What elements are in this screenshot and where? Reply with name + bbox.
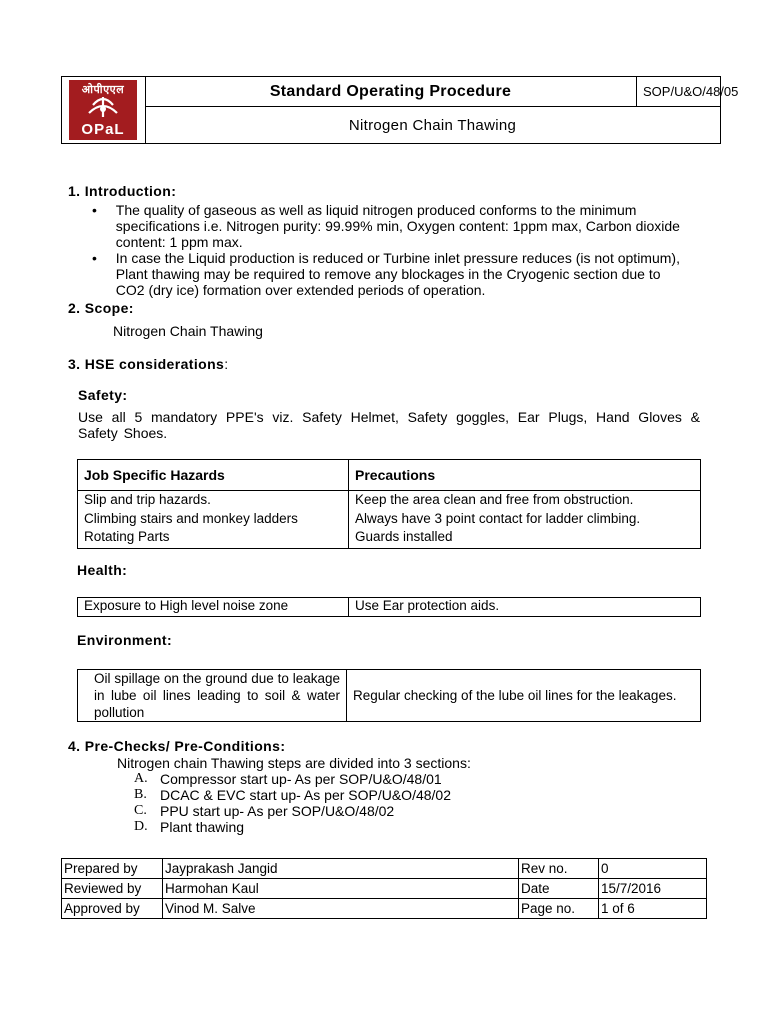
logo-emblem-icon (83, 95, 123, 121)
hse-heading-colon: : (224, 356, 229, 372)
precheck-letter: A. (134, 771, 148, 786)
opal-logo (69, 80, 137, 140)
prechecks-intro: Nitrogen chain Thawing steps are divided into 3 sections: (117, 755, 471, 771)
logo-cell (62, 77, 146, 143)
environment-hazard: Oil spillage on the ground due to leakage in lube oil lines leading to soil & water pollution (78, 670, 347, 722)
scope-text: Nitrogen Chain Thawing (113, 323, 263, 339)
precheck-letter: D. (134, 819, 148, 834)
hazard-item: Slip and trip hazards. (84, 492, 211, 507)
prechecks-heading: 4. Pre-Checks/ Pre-Conditions: (68, 738, 286, 754)
precheck-letter: C. (134, 803, 147, 818)
intro-heading: 1. Introduction: (68, 183, 177, 199)
precheck-text: Plant thawing (160, 819, 245, 835)
hazard-item: Climbing stairs and monkey ladders (84, 510, 298, 526)
intro-bullet-item (92, 202, 692, 250)
intro-bullet-text: In case the Liquid production is reduced or Turbine inlet pressure reduces (is not optimum), Plant thawing may be required to remove any blockages in the Cryogenic section due to CO2 (dry ice) formation over extended periods of operation. (115, 250, 680, 298)
precaution-item: Guards installed (355, 529, 453, 544)
approval-row (62, 859, 707, 879)
environment-row (78, 670, 701, 722)
hazard-table-row (78, 491, 701, 549)
health-hazard: Exposure to High level noise zone (78, 598, 349, 617)
precheck-text: DCAC & EVC start up- As per SOP/U&O/48/02 (160, 787, 451, 803)
approval-table (61, 858, 707, 919)
health-precaution: Use Ear protection aids. (349, 598, 701, 617)
document-code: SOP/U&O/48/05 (637, 77, 720, 107)
health-heading: Health: (77, 562, 128, 578)
precaution-item: Keep the area clean and free from obstruction. (355, 492, 634, 507)
document-subtitle: Nitrogen Chain Thawing (348, 116, 517, 134)
bullet-icon: • (92, 250, 97, 266)
intro-bullets (92, 202, 692, 298)
prechecks-list (134, 771, 451, 835)
precheck-item (134, 803, 451, 819)
hse-heading (68, 356, 229, 372)
meta-key: Page no. (519, 899, 599, 919)
hazard-list (78, 491, 349, 549)
precheck-text: PPU start up- As per SOP/U&O/48/02 (160, 803, 395, 819)
precheck-letter: B. (134, 787, 147, 802)
scope-heading: 2. Scope: (68, 300, 134, 316)
precheck-item (134, 771, 451, 787)
approval-row (62, 899, 707, 919)
precaution-item: Always have 3 point contact for ladder climbing. (355, 510, 641, 526)
environment-precaution: Regular checking of the lube oil lines for the leakages. (347, 670, 701, 722)
precheck-item (134, 819, 451, 835)
approval-row (62, 879, 707, 899)
approval-label: Prepared by (62, 859, 163, 879)
approval-label: Approved by (62, 899, 163, 919)
meta-value: 1 of 6 (599, 899, 707, 919)
meta-value: 0 (599, 859, 707, 879)
safety-heading: Safety: (78, 387, 128, 403)
safety-text: Use all 5 mandatory PPE's viz. Safety Helmet, Safety goggles, Ear Plugs, Hand Gloves & Safety Shoes. (78, 409, 700, 441)
environment-table (77, 669, 701, 722)
document-header (61, 76, 739, 144)
approval-name: Vinod M. Salve (163, 899, 519, 919)
meta-value: 15/7/2016 (599, 879, 707, 899)
intro-bullet-text: The quality of gaseous as well as liquid nitrogen produced conforms to the minimum specifications i.e. Nitrogen purity: 99.99% min, Oxygen content: 1ppm max, Carbon dioxide content: 1 ppm max. (115, 202, 680, 250)
hse-heading-text: 3. HSE considerations (68, 356, 225, 372)
precaution-column-header: Precautions (349, 460, 701, 491)
precaution-list (349, 491, 701, 549)
approval-name: Jayprakash Jangid (163, 859, 519, 879)
precheck-item (134, 787, 451, 803)
meta-key: Date (519, 879, 599, 899)
approval-name: Harmohan Kaul (163, 879, 519, 899)
hazard-item: Rotating Parts (84, 529, 170, 544)
bullet-icon: • (92, 202, 97, 218)
precheck-text: Compressor start up- As per SOP/U&O/48/01 (160, 771, 442, 787)
approval-label: Reviewed by (62, 879, 163, 899)
health-row (78, 598, 701, 617)
hazard-table (77, 459, 701, 549)
logo-hindi-text: ओपीएएल (81, 84, 125, 96)
hazard-table-header (78, 460, 701, 491)
logo-word: OPaL (81, 121, 125, 138)
intro-bullet-item (92, 250, 692, 298)
health-table (77, 597, 701, 617)
document-title: Standard Operating Procedure (145, 77, 637, 107)
hazard-column-header: Job Specific Hazards (78, 460, 349, 491)
meta-key: Rev no. (519, 859, 599, 879)
environment-heading: Environment: (77, 632, 173, 648)
